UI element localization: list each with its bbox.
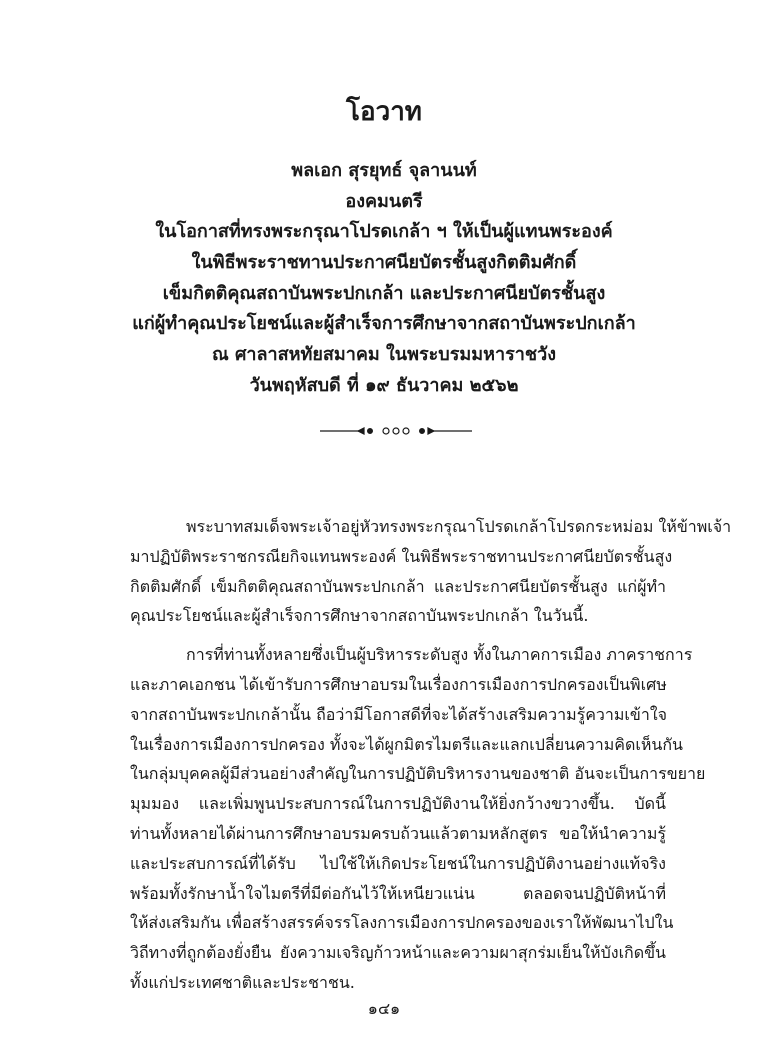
text-line: กิตติมศักดิ์ เข็มกิตติคุณสถาบันพระปกเกล้า และประกาศนียบัตรชั้นสูง แก่ผู้ทำ	[130, 576, 666, 596]
ceremony-line: เข็มกิตติคุณสถาบันพระปกเกล้า และประกาศนียบัตรชั้นสูง	[162, 282, 606, 304]
ceremony-line: แก่ผู้ทำคุณประโยชน์และผู้สำเร็จการศึกษาจากสถาบันพระปกเกล้า	[132, 313, 636, 335]
text-line: พระบาทสมเด็จพระเจ้าอยู่หัวทรงพระกรุณาโปรดเกล้าโปรดกระหม่อม ให้ข้าพเจ้า	[186, 517, 732, 536]
occasion-line: ในโอกาสที่ทรงพระกรุณาโปรดเกล้า ฯ ให้เป็นผู้แทนพระองค์	[155, 221, 613, 243]
text-line: พร้อมทั้งรักษาน้ำใจไมตรีที่มีต่อกันไว้ให้เหนียวแน่น ตลอดจนปฏิบัติหน้าที่	[130, 883, 666, 903]
text-line: ในเรื่องการเมืองการปกครอง ทั้งจะได้ผูกมิตรไมตรีและแลกเปลี่ยนความคิดเห็นกัน	[130, 734, 683, 754]
text-line: การที่ท่านทั้งหลายซึ่งเป็นผู้บริหารระดับสูง ทั้งในภาคการเมือง ภาคราชการ	[186, 645, 693, 665]
text-line: มาปฏิบัติพระราชกรณียกิจแทนพระองค์ ในพิธีพระราชทานประกาศนียบัตรชั้นสูง	[130, 546, 673, 566]
speaker-position: องคมนตรี	[345, 190, 423, 212]
text-line: และภาคเอกชน ได้เข้ารับการศึกษาอบรมในเรื่องการเมืองการปกครองเป็นพิเศษ	[130, 674, 667, 694]
page-number: ๑๔๑	[367, 999, 401, 1018]
paragraph	[130, 640, 706, 998]
page-title: โอวาท	[346, 97, 422, 127]
venue-line: ณ ศาลาสหทัยสมาคม ในพระบรมมหาราชวัง	[211, 344, 556, 366]
speech-body	[130, 512, 732, 998]
text-line: ในกลุ่มบุคคลผู้มีส่วนอย่างสำคัญในการปฏิบัติบริหารงานของชาติ อันจะเป็นการขยาย	[130, 764, 706, 784]
decorative-divider-icon	[320, 423, 472, 439]
text-line: ทั้งแก่ประเทศชาติและประชาชน.	[130, 972, 355, 992]
paragraph	[130, 512, 732, 631]
text-line: ท่านทั้งหลายได้ผ่านการศึกษาอบรมครบถ้วนแล้วตามหลักสูตร ขอให้นำความรู้	[130, 823, 666, 843]
text-line: วิถีทางที่ถูกต้องยั่งยืน ยังความเจริญก้าวหน้าและความผาสุกร่มเย็นให้บังเกิดขึ้น	[130, 943, 666, 963]
ceremony-line: ในพิธีพระราชทานประกาศนียบัตรชั้นสูงกิตติมศักดิ์	[191, 252, 577, 274]
text-line: มุมมอง และเพิ่มพูนประสบการณ์ในการปฏิบัติงานให้ยิ่งกว้างขวางขึ้น. บัดนี้	[130, 794, 666, 814]
date-line: วันพฤหัสบดี ที่ ๑๙ ธันวาคม ๒๕๖๒	[249, 374, 519, 396]
speaker-name: พลเอก สุรยุทธ์ จุลานนท์	[291, 160, 477, 181]
text-line: จากสถาบันพระปกเกล้านั้น ถือว่ามีโอกาสดีที่จะได้สร้างเสริมความรู้ความเข้าใจ	[130, 704, 667, 724]
text-line: ให้ส่งเสริมกัน เพื่อสร้างสรรค์จรรโลงการเมืองการปกครองของเราให้พัฒนาไปใน	[130, 913, 674, 933]
speech-header	[0, 156, 768, 402]
text-line: คุณประโยชน์และผู้สำเร็จการศึกษาจากสถาบันพระปกเกล้า ในวันนี้.	[130, 606, 589, 626]
text-line: และประสบการณ์ที่ได้รับ ไปใช้ให้เกิดประโยชน์ในการปฏิบัติงานอย่างแท้จริง	[130, 853, 666, 873]
